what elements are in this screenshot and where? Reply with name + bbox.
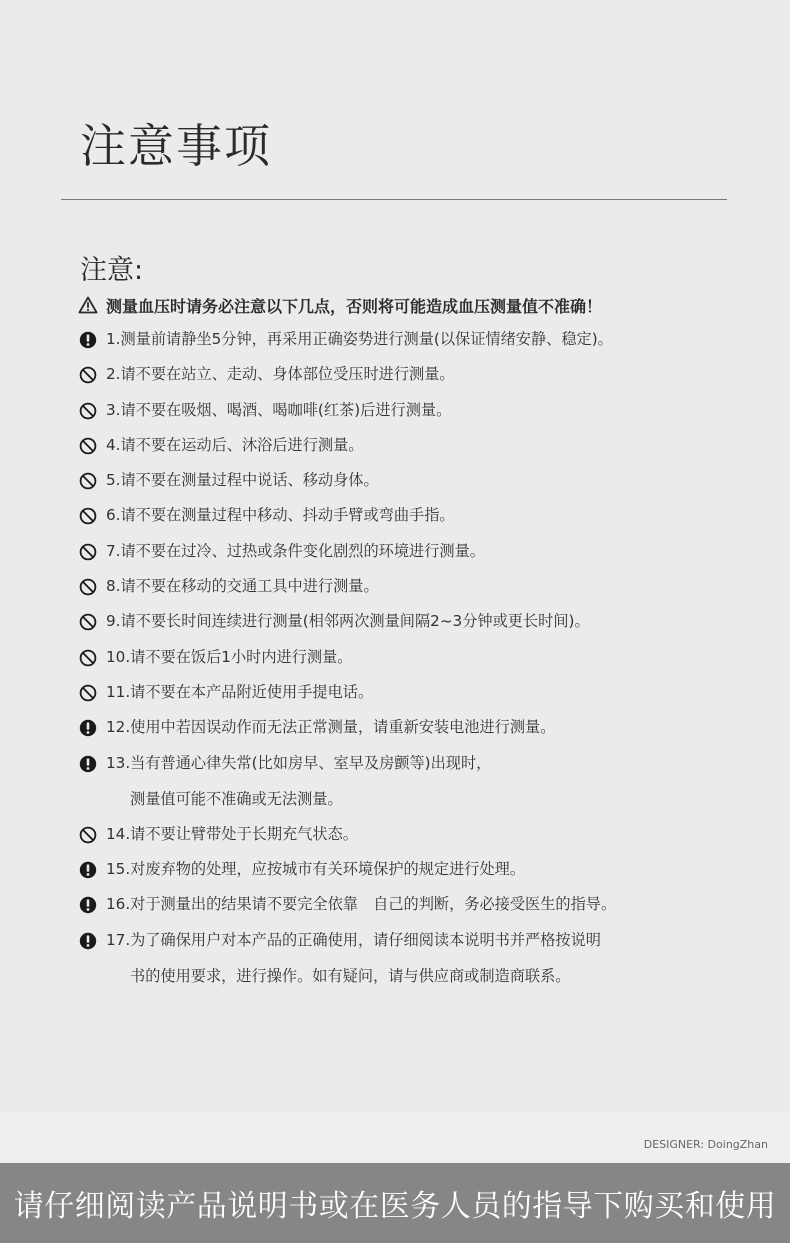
notice-text-line: 15.对废弃物的处理，应按城市有关环境保护的规定进行处理。 [106,860,526,879]
notice-text [106,609,590,634]
notice-text-line: 7.请不要在过冷、过热或条件变化剧烈的环境进行测量。 [106,541,485,560]
exclamation-icon [79,896,97,914]
notice-text-line: 8.请不要在移动的交通工具中进行测量。 [106,577,379,596]
warning-line [78,292,602,318]
prohibited-icon [79,684,97,702]
footer-banner-text: 请仔细阅读产品说明书或在医务人员的指导下购买和使用 [13,1189,777,1224]
notice-text-line: 2.请不要在站立、走动、身体部位受压时进行测量。 [106,365,455,384]
notice-item [79,362,769,387]
exclamation-icon [79,861,97,879]
notice-item [79,857,769,882]
notice-item [79,503,769,528]
exclamation-icon [79,755,97,773]
notice-item [79,468,769,493]
notice-text-line: 9.请不要长时间连续进行测量(相邻两次测量间隔2~3分钟或更长时间)。 [106,612,590,631]
notice-text [106,574,379,599]
prohibited-icon [79,826,97,844]
notice-text [106,892,616,917]
notice-item [79,398,769,423]
exclamation-icon [79,331,97,349]
notice-text [106,645,352,670]
prohibited-icon [79,543,97,561]
prohibited-icon [79,437,97,455]
notice-item [79,751,769,812]
notice-item [79,574,769,599]
notice-text [106,751,491,812]
prohibited-icon [79,613,97,631]
notice-text [106,715,555,740]
notice-text-line: 14.请不要让臂带处于长期充气状态。 [106,824,358,843]
notice-item [79,327,769,352]
notice-text-line: 17.为了确保用户对本产品的正确使用，请仔细阅读本说明书并严格按说明 [106,930,601,949]
exclamation-icon [79,719,97,737]
prohibited-icon [79,366,97,384]
notice-text [106,539,485,564]
exclamation-icon [79,932,97,950]
prohibited-icon [79,649,97,667]
section-heading: 注意: [80,255,144,286]
notice-text [106,857,525,882]
notice-text [106,680,373,705]
prohibited-icon [79,472,97,490]
notice-list [79,327,769,999]
notice-item [79,539,769,564]
notice-text-line: 3.请不要在吸烟、喝酒、喝咖啡(红茶)后进行测量。 [106,400,452,419]
page-title: 注意事项 [80,119,272,173]
notice-text [106,468,379,493]
notice-text-continuation: 测量值可能不准确或无法测量。 [130,789,343,808]
notice-item [79,645,769,670]
notice-item [79,928,769,989]
warning-triangle-icon [78,296,98,314]
prohibited-icon [79,578,97,596]
notice-text [106,822,358,847]
notice-item [79,892,769,917]
notice-text-line: 1.测量前请静坐5分钟，再采用正确姿势进行测量(以保证情绪安静、稳定)。 [106,330,613,348]
notice-item [79,822,769,847]
notice-text [106,433,364,458]
notice-item [79,433,769,458]
notice-text [106,327,613,352]
notice-text [106,503,455,528]
notice-text [106,928,601,989]
notice-text-line: 11.请不要在本产品附近使用手提电话。 [106,682,374,701]
notice-item [79,609,769,634]
notice-text-line: 5.请不要在测量过程中说话、移动身体。 [106,471,379,490]
notice-text-line: 16.对于测量出的结果请不要完全依靠 自己的判断，务必接受医生的指导。 [106,895,617,914]
warning-text: 测量血压时请务必注意以下几点，否则将可能造成血压测量值不准确！ [106,296,603,316]
notice-text-line: 12.使用中若因误动作而无法正常测量，请重新安装电池进行测量。 [106,718,556,737]
notice-text-line: 6.请不要在测量过程中移动、抖动手臂或弯曲手指。 [106,506,455,525]
notice-item [79,680,769,705]
notice-text [106,398,451,423]
notice-text-continuation: 书的使用要求，进行操作。如有疑问，请与供应商或制造商联系。 [130,966,571,985]
prohibited-icon [79,402,97,420]
prohibited-icon [79,507,97,525]
footer-banner [0,1163,790,1243]
notice-text-line: 4.请不要在运动后、沐浴后进行测量。 [106,435,364,454]
notice-text-line: 13.当有普通心律失常(比如房早、室早及房颤等)出现时， [106,753,492,772]
designer-credit: DESIGNER: DoingZhan [643,1138,768,1151]
notice-text-line: 10.请不要在饭后1小时内进行测量。 [106,647,353,666]
title-divider [61,199,727,200]
notice-text [106,362,455,387]
notice-item [79,715,769,740]
